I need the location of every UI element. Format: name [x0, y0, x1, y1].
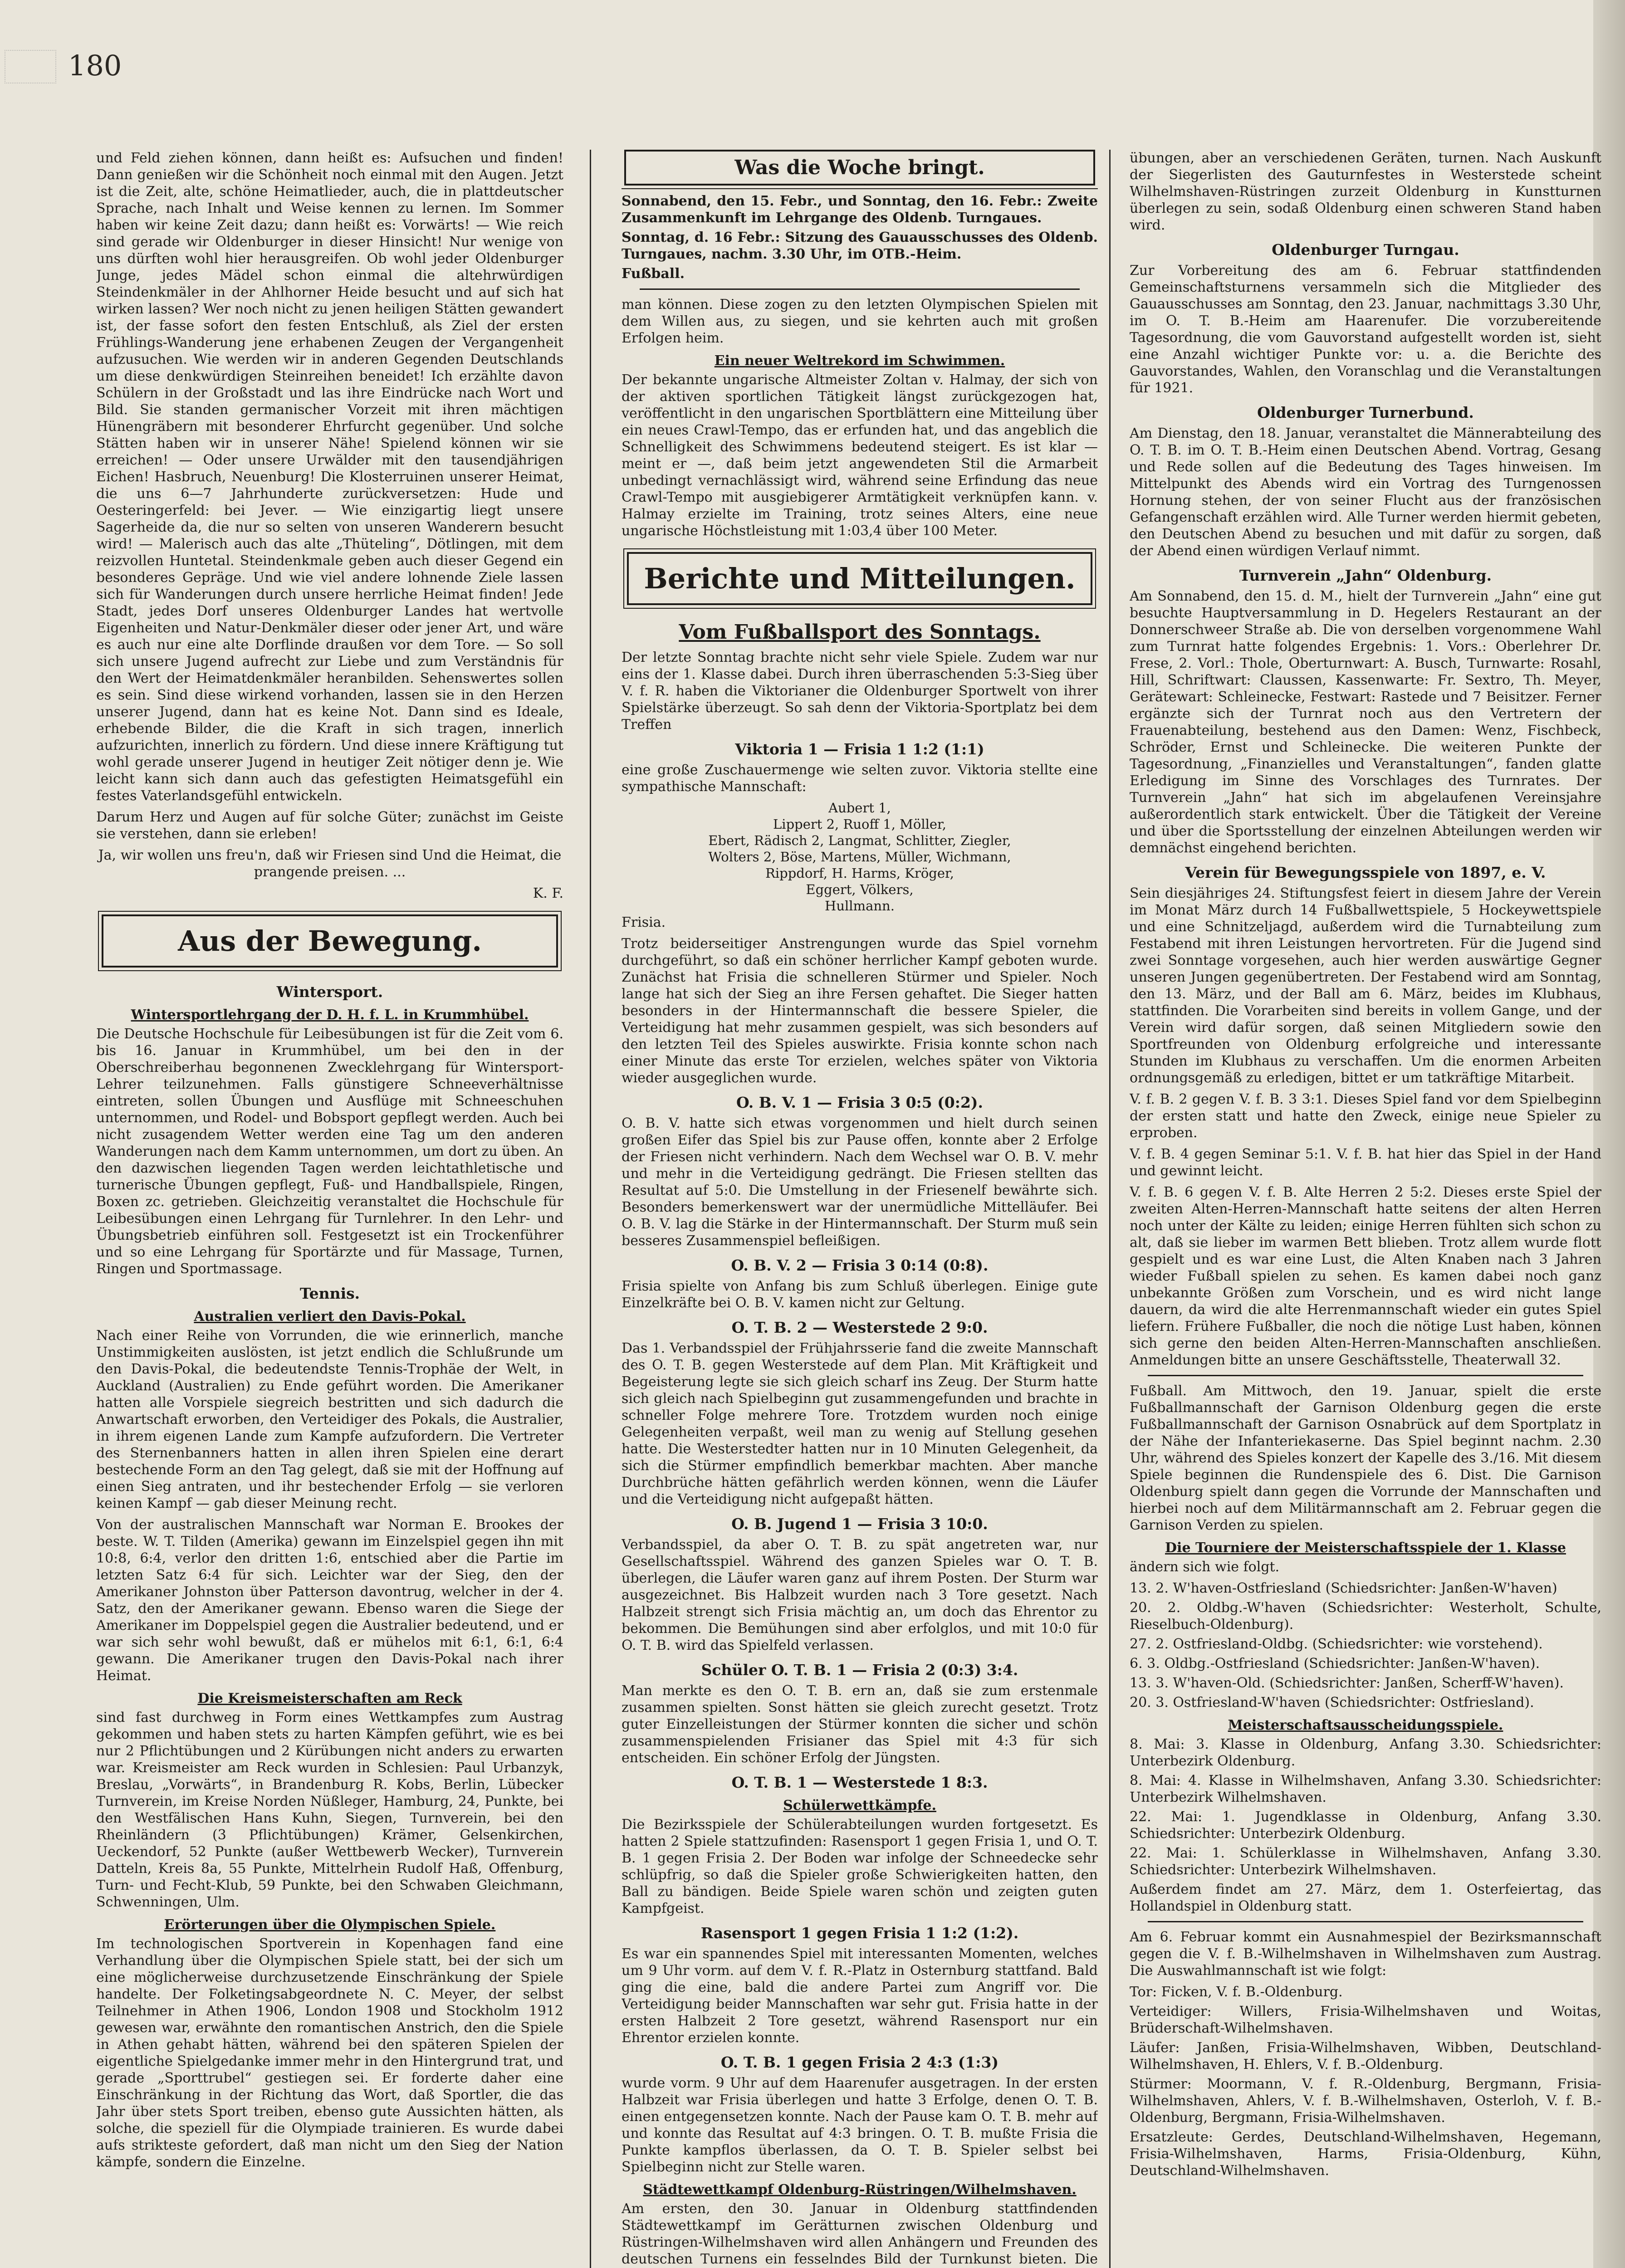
paragraph: Es war ein spannendes Spiel mit interessanten Momenten, welches um 9 Uhr vorm. auf dem V. f. R.-Platz in Osternburg stattfand. Bald ging die eine, bald die andere Partei zum Angriff vor. Die Verteidigung beider Mannschaften war sehr gut. Frisia hatte in der ersten Halbzeit 2 Tore gesetzt, während Rasensport nur ein Ehrentor erzielen konnte. — [622, 1946, 1098, 2046]
subhead: Die Kreismeisterschaften am Reck — [197, 1691, 462, 1706]
paragraph: Der letzte Sonntag brachte nicht sehr viele Spiele. Zudem war nur eins der 1. Klasse dabei. Durch ihren überraschenden 5:3-Sieg über V. f. R. haben die Viktorianer die Oldenburger Sportwelt von ihrer Spielstärke überzeugt. So sah denn der Viktoria-Sportplatz bei dem Treffen — [622, 650, 1098, 733]
paragraph: eine große Zuschauermenge wie selten zuvor. Viktoria stellte eine sympathische Mannschaft: — [622, 762, 1098, 795]
subhead: Schülerwettkämpfe. — [783, 1798, 936, 1813]
column-1 — [96, 150, 563, 2268]
schedule-line: 13. 3. W'haven-Old. (Schiedsrichter: Janßen, Scherff-W'haven). — [1130, 1675, 1564, 1691]
week-title: Was die Woche bringt. — [624, 150, 1095, 186]
subhead: Ein neuer Weltrekord im Schwimmen. — [714, 353, 1005, 369]
paragraph: Fußball. Am Mittwoch, den 19. Januar, spielt die erste Fußballmannschaft der Garnison Oldenburg gegen die erste Fußballmannschaft der Garnison Osnabrück auf dem Sportplatz in der Nähe der Infanteriekaserne. Das Spiel beginnt nachm. 2.30 Uhr, während des Spieles konzert der Kapelle des 3./16. Mit diesem Spiele beginnen die Rundenspiele des 6. Dist. Die Garnison Oldenburg spielt dann gegen die Vorrunde der Mannschaften und hierbei noch auf dem Militärmannschaft am 2. Februar gegen die Garnison Verden zu spielen. — [1130, 1383, 1601, 1533]
subhead: Erörterungen über die Olympischen Spiele. — [164, 1917, 496, 1933]
paragraph: Sein diesjähriges 24. Stiftungsfest feiert in diesem Jahre der Verein im Monat März durch 14 Fußballwettspiele, 5 Hockeywettspiele und eine Schnitzeljagd, außerdem wird die Turnabteilung zum Festabend mit ihren Leistungen hervortreten. Für die Jugend sind zwei Sonntage vorgesehen, auch hier werden auswärtige Gegner unseren Jungen gegenübertreten. Der Festabend wird am Sonntag, den 13. März, und der Ball am 6. März, beides im Klubhaus, stattfinden. Die Vorarbeiten sind bereits in vollem Gange, und der Verein wird dafür sorgen, daß seinen Mitgliedern sowie den Sportfreunden von Oldenburg erfolgreiche und interessante Stunden im Klubhaus zu verschaffen. Um die enormen Arbeiten ordnungsgemäß zu erledigen, bittet er um tatkräftige Mitarbeit. — [1130, 885, 1601, 1086]
paragraph: man können. Diese zogen zu den letzten Olympischen Spielen mit dem Willen aus, zu siegen, und sie kehrten auch mit großen Erfolgen heim. — [622, 297, 1098, 346]
lineup-line: Wolters 2, Böse, Martens, Müller, Wichmann, — [708, 849, 1011, 865]
team-line: Ersatzleute: Gerdes, Deutschland-Wilhelmshaven, Hegemann, Frisia-Wilhelmshaven, Harms, Frisia-Oldenburg, Kühn, Deutschland-Wilhelmshaven. — [1130, 2129, 1601, 2179]
schedule-line: 20. 3. Ostfriesland-W'haven (Schiedsrichter: Ostfriesland). — [1130, 1695, 1534, 1711]
schedule-line: 20. 2. Oldbg.-W'haven (Schiedsrichter: Westerholt, Schulte, Rieselbuch-Oldenburg). — [1130, 1600, 1601, 1633]
paragraph: ändern sich wie folgt. — [1130, 1559, 1280, 1575]
subhead: Meisterschaftsausscheidungsspiele. — [1228, 1717, 1503, 1733]
schedule-line: 8. Mai: 3. Klasse in Oldenburg, Anfang 3.30. Schiedsrichter: Unterbezirk Oldenburg. — [1130, 1736, 1601, 1769]
match-head: Schüler O. T. B. 1 — Frisia 2 (0:3) 3:4. — [701, 1661, 1018, 1679]
subhead: Städtewettkampf Oldenburg-Rüstringen/Wilhelmshaven. — [643, 2182, 1077, 2198]
paragraph: Die Bezirksspiele der Schülerabteilungen wurden fortgesetzt. Es hatten 2 Spiele stattzufinden: Rasensport 1 gegen Frisia 1, und O. T. B. 1 gegen Frisia 2. Der Boden war infolge der Schneedecke sehr schlüpfrig, so daß die Spieler große Schwierigkeiten hatten, den Ball zu bändigen. Beide Spiele waren schön und zeigten guten Kampfgeist. — [622, 1817, 1098, 1916]
match-head: O. T. B. 1 gegen Frisia 2 4:3 (1:3) — [720, 2053, 999, 2071]
match-head: O. B. V. 1 — Frisia 3 0:5 (0:2). — [736, 1094, 984, 1111]
match-head: O. T. B. 1 — Westerstede 1 8:3. — [731, 1774, 988, 1791]
paragraph: Trotz beiderseitiger Anstrengungen wurde das Spiel vornehm durchgeführt, so daß ein schöner herrlicher Kampf geboten wurde. Zunächst hat Frisia die schnelleren Stürmer und Spieler. Noch lange hat sich der Sieg an ihre Fersen gehaftet. Die Sieger hatten besonders in der Hintermannschaft die bessere Spieler, die Verteidigung hat mehr zusammen gespielt, was sich besonders auf den letzten Teil des Spieles auswirkte. Frisia konnte schon nach einer Minute das erste Tor erzielen, welches später von Viktoria wieder ausgeglichen wurde. — [622, 936, 1098, 1086]
reports-title: Berichte und Mitteilungen. — [627, 552, 1092, 605]
paragraph: Am ersten, den 30. Januar in Oldenburg stattfindenden Städtewettkampf im Gerätturnen zwischen Oldenburg und Rüstringen-Wilhelmshaven wird allen Anhängern und Freunden des deutschen Turnens ein fesselndes Bild der Turnkunst bieten. Die — [622, 2201, 1098, 2267]
paragraph: Frisia spielte von Anfang bis zum Schluß überlegen. Einige gute Einzelkräfte bei O. B. V. kamen nicht zur Geltung. — [622, 1278, 1098, 1311]
corner-stamp — [5, 50, 56, 83]
team-line: Verteidiger: Willers, Frisia-Wilhelmshaven und Woitas, Brüderschaft-Wilhelmshaven. — [1130, 2004, 1601, 2036]
column-rule-2 — [1109, 150, 1111, 2268]
lineup-line: Lippert 2, Ruoff 1, Möller, — [773, 816, 946, 832]
paragraph: Am Dienstag, den 18. Januar, veranstaltet die Männerabteilung des O. T. B. im O. T. B.-Heim einen Deutschen Abend. Vortrag, Gesang und Rede sollen auf die Bedeutung des Tages hinweisen. Im Mittelpunkt des Abends wird ein Vortrag des Turngenossen Hornung stehen, der von seiner Flucht aus der französischen Gefangenschaft erzählen wird. Alle Turner werden hiermit gebeten, den Deutschen Abend zu besuchen und mit dafür zu sorgen, daß der Abend einen würdigen Verlauf nimmt. — [1130, 425, 1601, 559]
paragraph: O. B. V. hatte sich etwas vorgenommen und hielt durch seinen großen Eifer das Spiel bis zur Pause offen, konnte aber 2 Erfolge der Friesen nicht verhindern. Nach dem Wechsel war O. B. V. mehr und mehr in die Verteidigung gedrängt. Die Friesen stellten das Resultat auf 5:0. Die Umstellung in der Friesenelf bewährte sich. Besonders bemerkenswert war der unermüdliche Mittelläufer. Bei O. B. V. lag die Stärke in der Hintermannschaft. Der Sturm muß sein besseres Zusammenspiel befleißigen. — [622, 1115, 1098, 1249]
subhead: Australien verliert den Davis-Pokal. — [194, 1309, 466, 1325]
paragraph: Außerdem findet am 27. März, dem 1. Osterfeiertag, das Hollandspiel in Oldenburg statt. — [1130, 1882, 1601, 1914]
week-item: Sonntag, d. 16 Febr.: Sitzung des Gauausschusses des Oldenb. Turngaues, nachm. 3.30 Uhr, im OTB.-Heim. — [622, 230, 1098, 262]
schedule-line: 22. Mai: 1. Schülerklasse in Wilhelmshaven, Anfang 3.30. Schiedsrichter: Unterbezirk Wilhelmshaven. — [1130, 1845, 1601, 1878]
paragraph: V. f. B. 6 gegen V. f. B. Alte Herren 2 5:2. Dieses erste Spiel der zweiten Alten-Herren-Mannschaft hatte seitens der alten Herren noch unter der Kälte zu leiden; einige Herren fühlten sich schon zu alt, daß sie lieber im warmen Bett blieben. Trotz allem wurde flott gespielt und es war eine Lust, die Alten Knaben nach 3 Jahren wieder Fußball spielen zu sehen. Es kamen dabei noch ganz unbekannte Größen zum Vorschein, und es wird nicht lange dauern, da wird die alte Herrenmannschaft wieder ein gutes Spiel liefern. Frühere Fußballer, die noch die nötige Lust haben, können sich gerne den beiden Alten-Herren-Mannschaften anschließen. Anmeldungen bitte an unsere Geschäftsstelle, Theaterwall 32. — [1130, 1184, 1601, 1368]
schedule-line: 27. 2. Ostfriesland-Oldbg. (Schiedsrichter: wie vorstehend). — [1130, 1636, 1543, 1652]
team-line: Stürmer: Moormann, V. f. R.-Oldenburg, Bergmann, Frisia-Wilhelmshaven, Ahlers, V. f. B.-Wilhelmshaven, Osterloh, V. f. B.-Oldenburg, Bergmann, Frisia-Wilhelmshaven. — [1130, 2076, 1601, 2126]
column-rule-1 — [590, 150, 591, 2268]
schedule-line: 8. Mai: 4. Klasse in Wilhelmshaven, Anfang 3.30. Schiedsrichter: Unterbezirk Wilhelmshaven. — [1130, 1773, 1601, 1805]
paragraph: wurde vorm. 9 Uhr auf dem Haarenufer ausgetragen. In der ersten Halbzeit war Frisia überlegen und hatte 3 Erfolge, denen O. T. B. einen entgegensetzen konnte. Nach der Pause kam O. T. B. mehr auf und konnte das Resultat auf 4:3 bringen. O. T. B. mußte Frisia die Punkte kampflos überlassen, da O. T. B. Spieler selbst bei Spielbeginn nicht zur Stelle waren. — [622, 2075, 1098, 2175]
paragraph: Das 1. Verbandsspiel der Frühjahrsserie fand die zweite Mannschaft des O. T. B. gegen Westerstede auf dem Plan. Mit Kräftigkeit und Begeisterung legte sie sich gleich scharf ins Zeug. Der Sturm hatte sich gleich nach Spielbeginn gut zusammengefunden und brachte in schneller Folge mehrere Tore. Trotzdem wurden noch einige Gelegenheiten verpaßt, weil man zu wenig auf Stellung gesehen hatte. Die Westerstedter hatten nur in 10 Minuten Gelegenheit, da sich die Stürmer empfindlich bemerkbar machten. Aber manche Durchbrüche hätten gefährlich werden können, wenn die Läufer und die Verteidigung nicht aufgepaßt hätten. — [622, 1340, 1098, 1507]
match-head: O. T. B. 2 — Westerstede 2 9:0. — [731, 1319, 988, 1336]
paragraph: Am Sonnabend, den 15. d. M., hielt der Turnverein „Jahn“ eine gut besuchte Hauptversammlung in D. Hegelers Restaurant an der Donnerschweer Straße ab. Die von derselben vorgenommene Wahl zum Turnrat hatte folgendes Ergebnis: 1. Vors.: Oberlehrer Dr. Frese, 2. Vorl.: Thole, Oberturnwart: A. Busch, Turnwarte: Rosahl, Hill, Schriftwart: Claussen, Kassenwarte: Fr. Sextro, Th. Meyer, Gerätewart: Schleinecke, Festwart: Rastede und 7 Beisitzer. Ferner ergänzte sich der Turnrat noch aus den Vertretern der Frauenabteilung, bestehend aus den Damen: Wenz, Fischbeck, Schröder, Ernst und Schleinecke. Die weiteren Punkte der Tagesordnung, „Finanzielles und Veranstaltungen“, fanden glatte Erledigung im Sinne des Vorschlages des Turnrates. Der Turnverein „Jahn“ hat sich im abgelaufenen Vereinsjahre außerordentlich stark entwickelt. Über die Tätigkeit der Vereine und über die Sportsstellung der einzelnen Abteilungen werden wir demnächst eingehend berichten. — [1130, 588, 1601, 856]
signature: K. F. — [533, 885, 563, 901]
lineup-line: Rippdorf, H. Harms, Kröger, — [765, 865, 954, 881]
schedule-line: 22. Mai: 1. Jugendklasse in Oldenburg, Anfang 3.30. Schiedsrichter: Unterbezirk Oldenburg. — [1130, 1809, 1601, 1842]
subhead: Wintersportlehrgang der D. H. f. L. in Krummhübel. — [131, 1007, 529, 1023]
subhead: Die Tourniere der Meisterschaftsspiele der 1. Klasse — [1165, 1540, 1566, 1556]
page-number: 180 — [68, 49, 122, 82]
match-head: Rasensport 1 gegen Frisia 1 1:2 (1:2). — [700, 1924, 1019, 1942]
paragraph: Im technologischen Sportverein in Kopenhagen fand eine Verhandlung über die Olympischen Spiele statt, bei der sich um eine möglicherweise durchzusetzende Einschränkung der Spiele handelte. Der Folketingsabgeordnete N. C. Meyer, der selbst Teilnehmer in Athen 1906, London 1908 und Stockholm 1912 gewesen war, erwähnte den romantischen Anstrich, den die Spiele in Athen gehabt hätten, während bei den späteren Spielen der eigentliche Spielgedanke immer mehr in den Hintergrund trat, und gerade „Sporttrubel“ gestiegen sei. Er forderte daher eine Einschränkung in der Richtung das Wort, daß Sportler, die das Jahr über stets Sport treiben, ebenso gute Aussichten hätten, als solche, die speziell für die Olympiade trainieren. Es wurde dabei aufs strikteste gefordert, daß man nicht um den Sieg der Nation kämpfe, sondern die Einzelne. — [96, 1936, 563, 2170]
paragraph: übungen, aber an verschiedenen Geräten, turnen. Nach Auskunft der Siegerlisten des Gauturnfestes in Westerstede scheint Wilhelmshaven-Rüstringen zurzeit Oldenburg in Kunstturnen überlegen zu sein, sodaß Oldenburg einen schweren Stand haben wird. — [1130, 150, 1601, 233]
verse: Ja, wir wollen uns freu'n, daß wir Friesen sind Und die Heimat, die prangende preisen. ... — [98, 847, 562, 880]
paragraph: sind fast durchweg in Form eines Wettkampfes zum Austrag gekommen und haben stets zu harten Kämpfen geführt, wie es bei nur 2 Pflichtübungen und 2 Kürübungen nicht anders zu erwarten war. Kreismeister am Reck wurden in Schlesien: Paul Urbanzyk, Breslau, „Vorwärts“, in Brandenburg R. Kobs, Berlin, Lübecker Turnverein, im Kreise Norden Nüßleger, Hamburg, 24, Punkte, bei den Westfälischen Hans Kuhn, Siegen, Turnverein, bei den Rheinländern (3 Pflichtübungen) Krämer, Gelsenkirchen, Ueckendorf, 52 Punkte (außer Wettbewerb Wecker), Turnverein Datteln, Kreis 8a, 55 Punkte, Mittelrhein Rudolf Haß, Offenburg, Turn- und Fecht-Klub, 59 Punkte, bei den Schwaben Gleichmann, Schwenningen, Ulm. — [96, 1710, 563, 1910]
column-3 — [1130, 150, 1601, 2268]
lineup-line: Aubert 1, — [828, 800, 891, 816]
lineup-line: Eggert, Völkers, — [806, 882, 914, 897]
team-label: Frisia. — [622, 914, 666, 930]
paragraph: Von der australischen Mannschaft war Norman E. Brookes der beste. W. T. Tilden (Amerika) gewann im Einzelspiel gegen ihn mit 10:8, 6:4, verlor den dritten 1:6, entschied aber die Partie im letzten Satz 6:4 für sich. Leichter war der Sieg, den der Amerikaner Johnston über Patterson davontrug, welcher in der 4. Satz, den der Amerikaner gewann. Ebenso waren die Siege der Amerikaner im Doppelspiel gegen die Australier bedeutend, und er war sich sehr wohl bewußt, daß er mühelos mit 6:1, 6:1, 6:4 gewann. Die Amerikaner trugen den Davis-Pokal nach ihrer Heimat. — [96, 1517, 563, 1684]
paragraph: Der bekannte ungarische Altmeister Zoltan v. Halmay, der sich von der aktiven sportlichen Tätigkeit längst zurückgezogen hat, veröffentlicht in den ungarischen Sportblättern eine Mitteilung über ein neues Crawl-Tempo, das er erfunden hat, und das angeblich die Schnelligkeit des Schwimmens bedeutend steigert. Es ist klar — meint er —, daß beim jetzt angewendeten Stil die Armarbeit unbedingt vernachlässigt wird, während seine Erfindung das neue Crawl-Tempo mit ausgiebigerer Armtätigkeit verknüpfen kann. v. Halmay erzielte im Training, trotz seines Alters, eine neue ungarische Höchstleistung mit 1:03,4 über 100 Meter. — [622, 372, 1098, 539]
divider — [640, 288, 1080, 290]
subhead: Wintersport. — [276, 983, 383, 1001]
paragraph: Die Deutsche Hochschule für Leibesübungen ist für die Zeit vom 6. bis 16. Januar in Krummhübel, um bei den in der Oberschreiberhau begonnenen Zwecklehrgang für Wintersport-Lehrer teilzunehmen. Falls günstigere Schneeverhältnisse eintreten, sollen Übungen und Ausflüge mit Schneeschuhen unternommen, und Rodel- und Bobsport gepflegt werden. Auch bei nicht zusagendem Wetter werden eine Tag um den anderen Wanderungen nach dem Kamm unternommen, um dort zu üben. An den dazwischen liegenden Tagen werden leichtathletische und turnerische Übungen gepflegt, Fuß- und Handballspiele, Ringen, Boxen zc. getrieben. Gleichzeitig veranstaltet die Hochschule für Leibesübungen einen Lehrgang für Turnlehrer. In den Lehr- und Übungsbetrieb einführen soll. Festgesetzt ist ein Trockenführer und so eine Lehrgang für Sportärzte und für Massage, Turnen, Ringen und Sportmassage. — [96, 1026, 563, 1277]
divider — [1148, 1921, 1583, 1922]
schedule-line: 6. 3. Oldbg.-Ostfriesland (Schiedsrichter: Janßen-W'haven). — [1130, 1656, 1540, 1672]
paragraph: Darum Herz und Augen auf für solche Güter; zunächst im Geiste sie verstehen, dann sie erleben! — [96, 809, 563, 842]
team-line: Tor: Ficken, V. f. B.-Oldenburg. — [1130, 1984, 1343, 2000]
schedule-line: 13. 2. W'haven-Ostfriesland (Schiedsrichter: Janßen-W'haven) — [1130, 1580, 1557, 1596]
lineup-line: Ebert, Rädisch 2, Langmat, Schlitter, Ziegler, — [708, 833, 1011, 848]
paragraph: V. f. B. 4 gegen Seminar 5:1. V. f. B. hat hier das Spiel in der Hand und gewinnt leicht. — [1130, 1146, 1601, 1179]
week-item: Sonnabend, den 15. Febr., und Sonntag, den 16. Febr.: Zweite Zusammenkunft im Lehrgange des Oldenb. Turngaues. — [622, 193, 1098, 226]
week-item: Fußball. — [622, 266, 685, 282]
paragraph: V. f. B. 2 gegen V. f. B. 3 3:1. Dieses Spiel fand vor dem Spielbeginn der ersten statt und hatte den Zweck, einige neue Spieler zu erproben. — [1130, 1091, 1601, 1141]
subhead: Oldenburger Turnerbund. — [1257, 404, 1474, 421]
lineup-line: Hullmann. — [825, 898, 895, 914]
subhead: Verein für Bewegungsspiele von 1897, e. V. — [1185, 864, 1546, 881]
match-head: Viktoria 1 — Frisia 1 1:2 (1:1) — [735, 740, 984, 758]
subhead: Turnverein „Jahn“ Oldenburg. — [1239, 567, 1492, 584]
football-title: Vom Fußballsport des Sonntags. — [679, 621, 1041, 644]
column-2 — [622, 150, 1098, 2268]
paragraph: und Feld ziehen können, dann heißt es: Aufsuchen und finden! Dann genießen wir die Schönheit noch einmal mit den Augen. Jetzt ist die Zeit, alte, schöne Heimatlieder, auch, die in plattdeutscher Sprache, nach Inhalt und Weise kennen zu lernen. Im Sommer haben wir keine Zeit dazu; dann heißt es: Vorwärts! — Wie reich sind gerade wir Oldenburger in dieser Hinsicht! Nur wenige von uns dürften wohl hier herausgreifen. Ob wohl jeder Oldenburger Junge, jedes Mädel schon einmal die altehrwürdigen Steindenkmäler in der Ahlhorner Heide besucht und auf sich hat wirken lassen? Wer noch nicht zu jenen heiligen Stätten gewandert ist, der fasse sofort den festen Entschluß, als Ziel der ersten Frühlings-Wanderung jene erhabenen Zeugen der Vergangenheit aufzusuchen. Wie werden wir in anderen Gegenden Deutschlands um diese denkwürdigen Steinreihen beneidet! Ich erzählte davon Schülern in der Großstadt und las ihre Eindrücke nach Wort und Bild. Sie standen germanischer Vorzeit mit ihren mächtigen Hünengräbern mit besonderer Ehrfurcht gegenüber. Und solche Stätten haben wir in unserer Nähe! Spielend können wir sie erreichen! — Oder unsere Urwälder mit den tausendjährigen Eichen! Hasbruch, Neuenburg! Die Klosterruinen unserer Heimat, die uns 6—7 Jahrhunderte zurückversetzen: Hude und Oesteringerfeld: bei Jever. — Wie einzigartig liegt unsere Sagerheide da, die nur so selten von unseren Wanderern besucht wird! — Malerisch auch das alte „Thüteling“, Dötlingen, mit dem reizvollen Huntetal. Steindenkmale geben auch dieser Gegend ein besonderes Gepräge. Und wie viel andere lohnende Ziele lassen sich für Wanderungen durch unsere herrliche Heimat finden! Jede Stadt, jedes Dorf unseres Oldenburger Landes hat wertvolle Eigenheiten und Natur-Denkmäler dieser oder jener Art, und wäre es auch nur eine alte Dorflinde draußen vor dem Tore. — So soll sich unsere Jugend aufrecht zur Liebe und zum Verständnis für den Wert der Heimatdenkmäler heranbilden. Sehenswertes sollen es sein. Sind diese wirkend vorhanden, lassen sie in den Herzen unserer Jugend, dann hat es keine Not. Dann sind es Ideale, erhebende Bilder, die die Kraft in sich tragen, innerlich aufzurichten, innerlich zu fördern. Und diese innere Kräftigung tut wohl gerade unserer Jugend in heutiger Zeit nötiger denn je. Wie leicht kann sich dann auch das gefestigten Heimatsgefühl ein festes Vaterlandsgefühl entwickeln. — [96, 150, 563, 804]
subhead: Tennis. — [299, 1285, 360, 1302]
match-head: O. B. V. 2 — Frisia 3 0:14 (0:8). — [731, 1256, 989, 1274]
paragraph: Verbandsspiel, da aber O. T. B. zu spät angetreten war, nur Gesellschaftsspiel. Während des ganzen Spieles war O. T. B. überlegen, die Läufer waren ganz auf ihrem Posten. Der Sturm war ausgezeichnet. Bis Halbzeit wurden nach 3 Tore gesetzt. Nach Halbzeit strengt sich Frisia mächtig an, um doch das Ehrentor zu bekommen. Die Bemühungen sind aber erfolglos, und mit 10:0 für O. T. B. wird das Spielfeld verlassen. — [622, 1537, 1098, 1653]
divider — [1148, 1375, 1583, 1376]
paragraph: Zur Vorbereitung des am 6. Februar stattfindenden Gemeinschaftsturnens versammeln sich die Mitglieder des Gauausschusses am Sonntag, den 23. Januar, nachmittags 3.30 Uhr, im O. T. B.-Heim am Haarenufer. Die vorzubereitende Tagesordnung, die vom Gauvorstand aufgestellt worden ist, sieht eine Anzahl wichtiger Punkte vor: u. a. die Berichte des Gauvorstandes, Wahlen, den Voranschlag und die Veranstaltungen für 1921. — [1130, 263, 1601, 396]
subhead: Oldenburger Turngau. — [1272, 241, 1459, 259]
match-head: O. B. Jugend 1 — Frisia 3 10:0. — [731, 1515, 988, 1533]
paragraph: Man merkte es den O. T. B. ern an, daß sie zum erstenmale zusammen spielten. Sonst hätten sie gleich zurecht gesetzt. Trotz guter Einzelleistungen der Stürmer konnten die sicher und schön zusammenspielenden Frisianer das Spiel mit 4:3 für sich entscheiden. Ein schöner Erfolg der Jüngsten. — [622, 1683, 1098, 1766]
paragraph: Am 6. Februar kommt ein Ausnahmespiel der Bezirksmannschaft gegen die V. f. B.-Wilhelmshaven in Wilhelmshaven zum Austrag. Die Auswahlmannschaft ist wie folgt: — [1130, 1929, 1601, 1979]
paragraph: Nach einer Reihe von Vorrunden, die wie erinnerlich, manche Unstimmigkeiten auslösten, ist jetzt endlich die Schlußrunde um den Davis-Pokal, die bedeutendste Tennis-Trophäe der Welt, in Auckland (Australien) zu Ende geführt worden. Die Amerikaner hatten alle Vorspiele siegreich bestritten und sich dadurch die Anwartschaft erworben, den Verteidiger des Pokals, die Australier, in ihrem eigenen Lande zum Kampfe aufzufordern. Die Vertreter des Sternenbanners hatten in allen ihren Spielen eine derart bestechende Form an den Tag gelegt, daß sie mit der Hoffnung auf einen Sieg antraten, und ihr bestechender Erfolg — sie verloren keinen Kampf — gab dieser Meinung recht. — [96, 1328, 563, 1511]
section-title: Aus der Bewegung. — [102, 914, 558, 968]
team-line: Läufer: Janßen, Frisia-Wilhelmshaven, Wibben, Deutschland-Wilhelmshaven, H. Ehlers, V. f. B.-Oldenburg. — [1130, 2040, 1601, 2072]
